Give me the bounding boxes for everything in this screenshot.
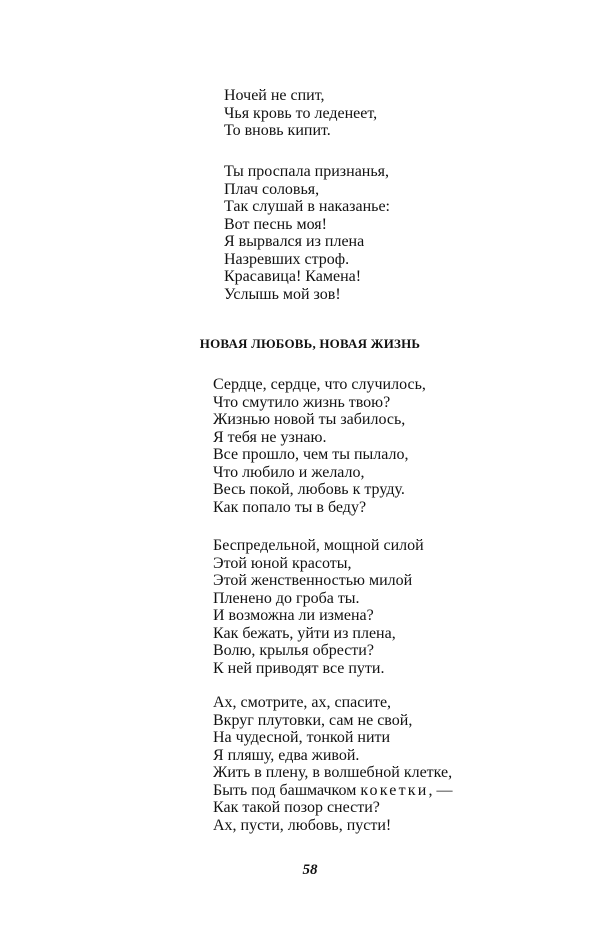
verse-line: Услышь мой зов! [224, 285, 341, 303]
verse-line: Назревших строф. [224, 250, 350, 268]
verse-line: Ты проспала признанья, [224, 163, 390, 180]
verse-line: Так слушай в наказанье: [224, 198, 390, 215]
verse-line: Жить в плену, в волшебной клетке, [213, 764, 453, 781]
verse-line: Плач соловья, [224, 180, 320, 198]
verse-line: Что любило и желало, [213, 463, 365, 481]
verse-line: Я вырвался из плена [224, 233, 365, 250]
verse-line-emphasis: кокетки [360, 781, 429, 799]
verse-line: Ах, смотрите, ах, спасите, [213, 694, 392, 711]
stanza-4 [213, 537, 424, 677]
verse-line: Вот песнь моя! [224, 215, 327, 233]
verse-line: Беспредельной, мощной силой [213, 537, 424, 554]
verse-line: И возможна ли измена? [213, 607, 374, 624]
verse-line: Вкруг плутовки, сам не свой, [213, 711, 413, 729]
verse-line: Этой юной красоты, [213, 554, 352, 572]
verse-line: Как попало ты в беду? [213, 498, 367, 516]
verse-line: На чудесной, тонкой нити [213, 729, 391, 746]
verse-line: Ночей не спит, [224, 87, 325, 104]
verse-line: К ней приводят все пути. [213, 659, 385, 677]
verse-line: Пленено до гроба ты. [213, 589, 360, 607]
verse-line: Чья кровь то леденеет, [224, 104, 378, 122]
stanza-3 [213, 376, 426, 516]
verse-line [213, 782, 453, 800]
verse-line: Ах, пусти, любовь, пусти! [213, 816, 392, 834]
verse-line: Сердце, сердце, что случилось, [213, 376, 426, 393]
verse-line: Волю, крылья обрести? [213, 642, 374, 659]
stanza-5 [213, 694, 453, 834]
page-number: 58 [302, 862, 318, 878]
verse-line: Весь покой, любовь к труду. [213, 481, 405, 498]
verse-line: Я тебя не узнаю. [213, 428, 327, 446]
verse-line: Как такой позор снести? [213, 799, 380, 816]
verse-line: Жизнью новой ты забилось, [213, 411, 406, 428]
verse-line: Я пляшу, едва живой. [213, 746, 360, 764]
verse-line: Красавица! Камена! [224, 268, 362, 285]
stanza-2 [224, 163, 390, 303]
verse-line-text: , — [428, 781, 453, 799]
verse-line-text: Быть под башмачком [213, 781, 361, 799]
verse-line: Что смутило жизнь твою? [213, 393, 391, 411]
verse-line: Все прошло, чем ты пылало, [213, 446, 409, 463]
poem-title: НОВАЯ ЛЮБОВЬ, НОВАЯ ЖИЗНЬ [199, 336, 421, 351]
verse-line: Этой женственностью милой [213, 572, 413, 589]
verse-line: То вновь кипит. [224, 122, 331, 139]
verse-line: Как бежать, уйти из плена, [213, 624, 396, 642]
stanza-1 [224, 87, 377, 140]
